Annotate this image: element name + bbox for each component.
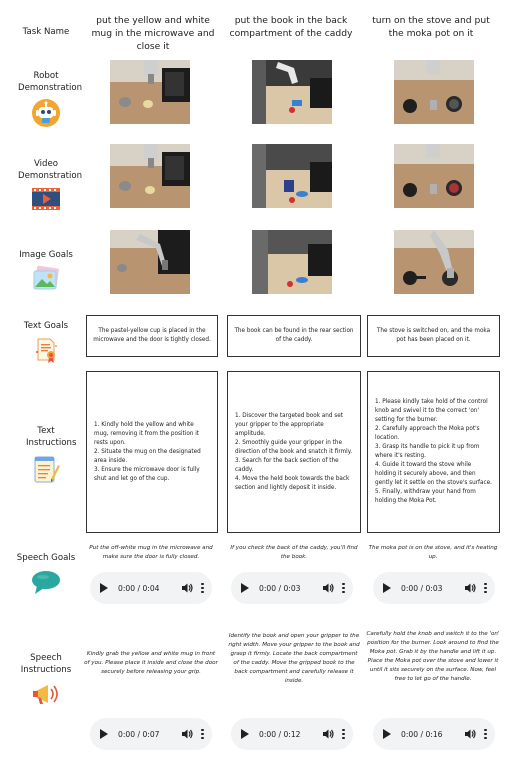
audio-time: 0:00 / 0:03 bbox=[401, 583, 443, 593]
row-label-text-instructions: Text Instructions bbox=[0, 425, 92, 485]
instruction-step: 5. Finally, withdraw your hand from holding the Moka Pot. bbox=[375, 489, 476, 504]
speech-goal-audio-player[interactable] bbox=[231, 572, 353, 604]
instruction-step: 2. Situate the mug on the designated area inside. bbox=[94, 448, 201, 464]
instruction-step: 1. Kindly hold the yellow and white mug, removing it from the position it rests upon. bbox=[94, 421, 200, 446]
megaphone-icon bbox=[30, 680, 62, 708]
play-icon[interactable] bbox=[241, 729, 249, 739]
speech-goal-transcript: Put the off-white mug in the microwave and make sure the door is fully closed. bbox=[89, 545, 213, 560]
play-icon[interactable] bbox=[383, 729, 391, 739]
video-demonstration-frame bbox=[252, 144, 332, 208]
instruction-step: 3. Search for the back section of the caddy. bbox=[235, 457, 339, 473]
volume-icon[interactable] bbox=[323, 729, 334, 739]
row-label-speech-goals: Speech Goals bbox=[0, 552, 92, 596]
speech-instructions-audio-player[interactable] bbox=[90, 718, 212, 750]
text-goal-box: The pastel-yellow cup is placed in the microwave and the door is tightly closed. bbox=[86, 315, 218, 357]
image-goal-frame bbox=[110, 230, 190, 294]
instruction-step: 4. Move the held book towards the back section and lightly deposit it inside. bbox=[235, 475, 350, 491]
document-certificate-icon bbox=[32, 336, 60, 364]
speech-goal-transcript: The moka pot is on the stove, and it's heating up. bbox=[368, 545, 498, 560]
speech-instructions-audio-player[interactable] bbox=[231, 718, 353, 750]
task-name: put the book in the back compartment of the caddy bbox=[229, 15, 353, 39]
instruction-step: 3. Grasp its handle to pick it up from where it's resting. bbox=[375, 444, 480, 459]
more-options-icon[interactable] bbox=[342, 583, 345, 593]
play-icon[interactable] bbox=[100, 729, 108, 739]
row-label-video-demonstration: Video Demonstration bbox=[0, 158, 92, 212]
speech-instructions-transcript: Identify the book and open your gripper to the right width. Move your gripper to the book and grasp it firmly. Locate the back compartment of the caddy. Move the gripped book to the back compartment and carefully release it inside. bbox=[228, 633, 360, 684]
instruction-step: 2. Carefully approach the Moka pot's location. bbox=[375, 426, 480, 441]
text-instructions-box bbox=[227, 371, 361, 533]
text-goal-box: The book can be found in the rear section of the caddy. bbox=[227, 315, 361, 357]
task-name: put the yellow and white mug in the microwave and close it bbox=[91, 15, 215, 52]
row-label-robot-demonstration: Robot Demonstration bbox=[0, 70, 92, 128]
text-instructions-box bbox=[367, 371, 500, 533]
speech-goal-audio-player[interactable] bbox=[373, 572, 495, 604]
text-goal-box: The stove is switched on, and the moka pot has been placed on it. bbox=[367, 315, 500, 357]
audio-time: 0:00 / 0:16 bbox=[401, 729, 443, 739]
volume-icon[interactable] bbox=[182, 583, 193, 593]
volume-icon[interactable] bbox=[465, 583, 476, 593]
volume-icon[interactable] bbox=[182, 729, 193, 739]
instruction-step: 1. Please kindly take hold of the control knob and swivel it to the correct 'on' setting for the burner. bbox=[375, 399, 488, 423]
instruction-step: 3. Ensure the microwave door is fully shut and let go of the cup. bbox=[94, 466, 200, 482]
speech-instructions-transcript: Carefully hold the knob and switch it to the 'on' position for the burner. Look around to find the Moka pot. Grab it by the handle and lift it up. Place the Moka pot over the stove and lower it until it sits securely on the surface. Now, feel free to let go of the handle. bbox=[366, 631, 500, 682]
robot-icon bbox=[31, 98, 61, 128]
instruction-step: 2. Smoothly guide your gripper in the direction of the book and snatch it firmly. bbox=[235, 439, 353, 455]
video-demonstration-frame bbox=[394, 144, 474, 208]
more-options-icon[interactable] bbox=[484, 583, 487, 593]
task-name: turn on the stove and put the moka pot on it bbox=[372, 15, 490, 39]
volume-icon[interactable] bbox=[323, 583, 334, 593]
more-options-icon[interactable] bbox=[484, 729, 487, 739]
play-icon[interactable] bbox=[100, 583, 108, 593]
speech-instructions-transcript: Kindly grab the yellow and white mug in front of you. Please place it inside and close the door securely before releasing your grip. bbox=[84, 651, 218, 675]
more-options-icon[interactable] bbox=[342, 729, 345, 739]
play-icon[interactable] bbox=[383, 583, 391, 593]
notepad-pencil-icon bbox=[31, 453, 61, 485]
audio-time: 0:00 / 0:03 bbox=[259, 583, 301, 593]
speech-goal-transcript: If you check the back of the caddy, you'll find the book. bbox=[230, 545, 358, 560]
robot-demonstration-frame bbox=[252, 60, 332, 124]
image-icon bbox=[31, 265, 61, 293]
robot-demonstration-frame bbox=[394, 60, 474, 124]
audio-time: 0:00 / 0:07 bbox=[118, 729, 160, 739]
play-icon[interactable] bbox=[241, 583, 249, 593]
speech-bubble-icon bbox=[30, 568, 62, 596]
robot-demonstration-frame bbox=[110, 60, 190, 124]
speech-instructions-audio-player[interactable] bbox=[373, 718, 495, 750]
row-label-task-name: Task Name bbox=[22, 27, 70, 37]
audio-time: 0:00 / 0:12 bbox=[259, 729, 301, 739]
row-label-text-goals: Text Goals bbox=[0, 320, 92, 364]
audio-time: 0:00 / 0:04 bbox=[118, 583, 160, 593]
video-demonstration-frame bbox=[110, 144, 190, 208]
image-goal-frame bbox=[252, 230, 332, 294]
video-play-icon bbox=[31, 186, 61, 212]
row-label-speech-instructions: Speech Instructions bbox=[0, 652, 92, 708]
image-goal-frame bbox=[394, 230, 474, 294]
instruction-step: 1. Discover the targeted book and set your gripper to the appropriate amplitude. bbox=[235, 412, 343, 437]
volume-icon[interactable] bbox=[465, 729, 476, 739]
more-options-icon[interactable] bbox=[201, 583, 204, 593]
instruction-step: 4. Guide it toward the stove while holding it securely above, and then gently let it settle on the stove's surface. bbox=[375, 462, 492, 486]
text-instructions-box bbox=[86, 371, 218, 533]
row-label-image-goals: Image Goals bbox=[0, 249, 92, 293]
more-options-icon[interactable] bbox=[201, 729, 204, 739]
speech-goal-audio-player[interactable] bbox=[90, 572, 212, 604]
